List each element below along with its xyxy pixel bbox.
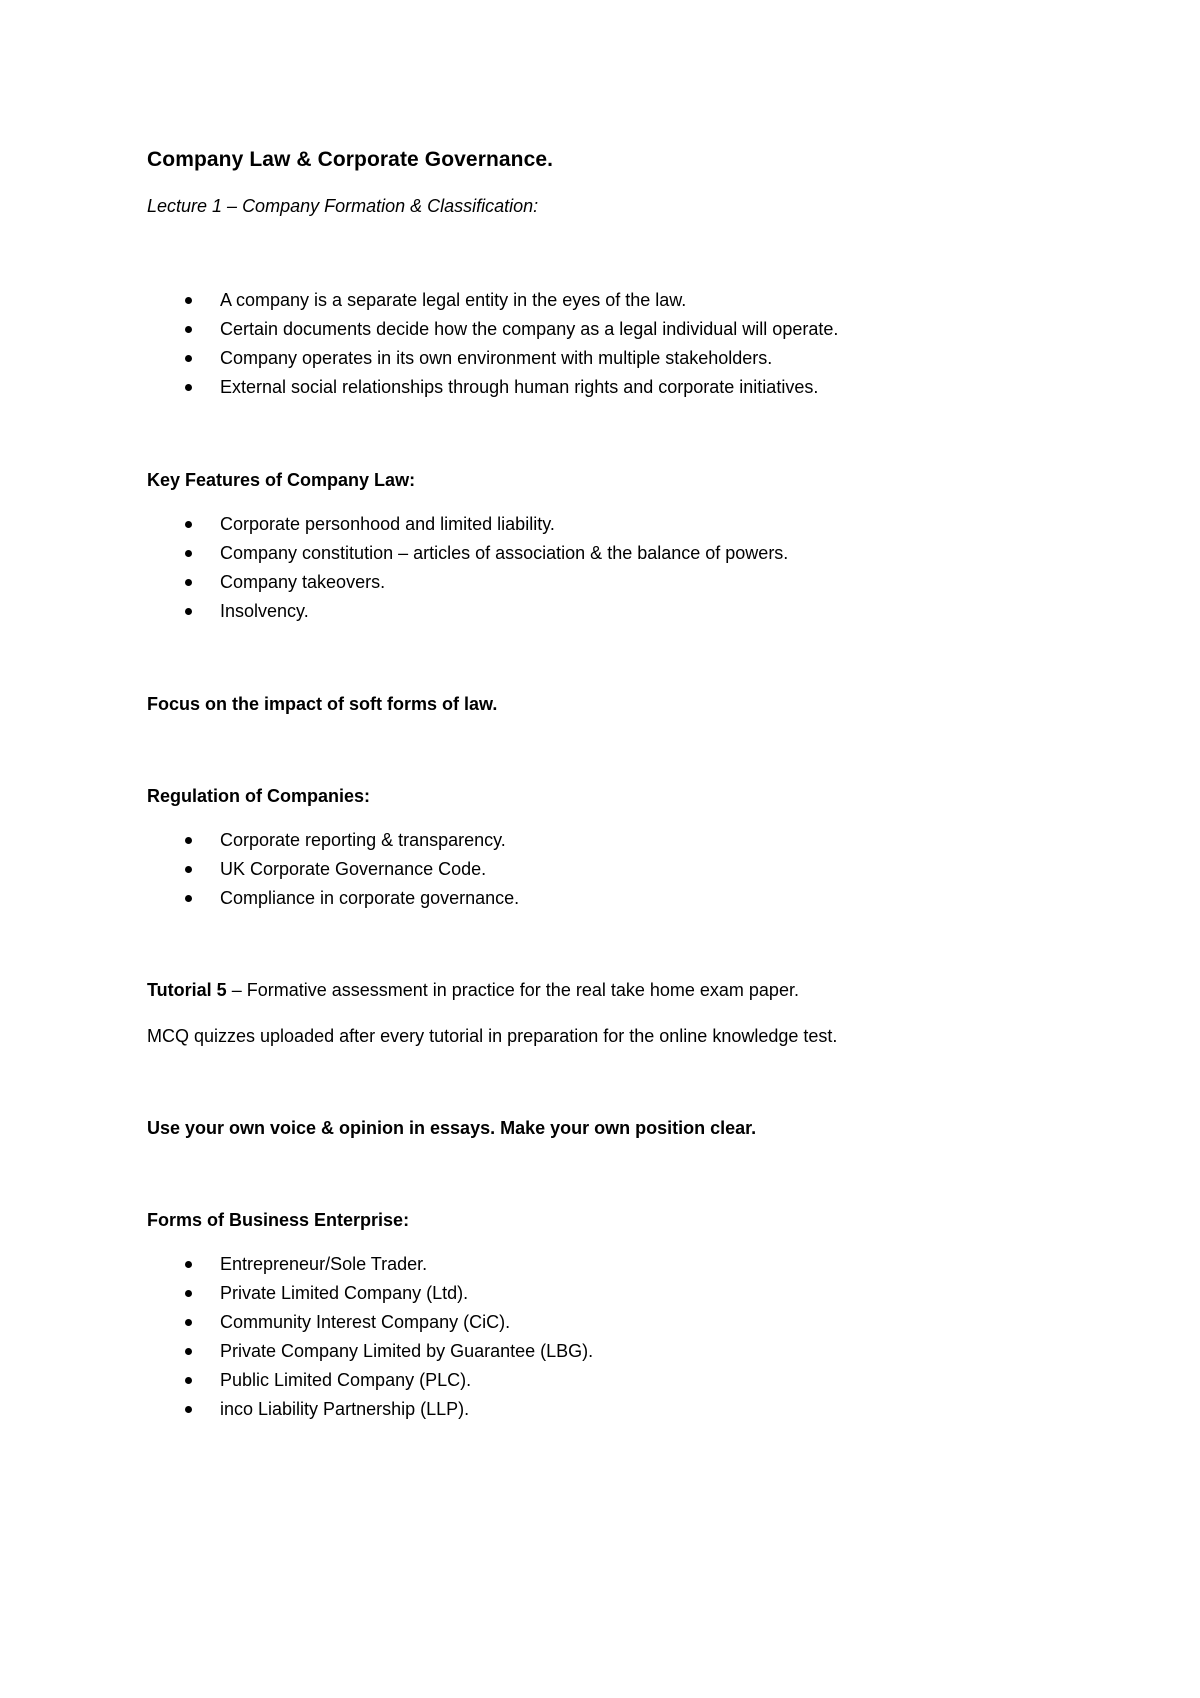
bullet-icon	[185, 1348, 192, 1355]
list-item: Company constitution – articles of association & the balance of powers.	[0, 539, 1100, 568]
bullet-icon	[185, 1377, 192, 1384]
business-forms-heading: Forms of Business Enterprise:	[147, 1210, 410, 1230]
lecture-subtitle: Lecture 1 – Company Formation & Classification:	[147, 196, 539, 216]
intro-bullet-list	[0, 286, 1100, 402]
list-item: UK Corporate Governance Code.	[0, 855, 1100, 884]
bullet-icon	[185, 579, 192, 586]
list-item: Certain documents decide how the company as a legal individual will operate.	[0, 315, 1100, 344]
tutorial-label: Tutorial 5	[147, 980, 227, 1000]
list-item: Company operates in its own environment with multiple stakeholders.	[0, 344, 1100, 373]
document-title: Company Law & Corporate Governance.	[147, 148, 554, 171]
regulation-list	[0, 826, 1100, 913]
bullet-icon	[185, 384, 192, 391]
bullet-icon	[185, 608, 192, 615]
focus-note: Focus on the impact of soft forms of law.	[147, 694, 498, 714]
key-features-list	[0, 510, 1100, 626]
list-item: Insolvency.	[0, 597, 1100, 626]
bullet-icon	[185, 1319, 192, 1326]
bullet-icon	[185, 866, 192, 873]
bullet-icon	[185, 521, 192, 528]
bullet-icon	[185, 1290, 192, 1297]
bullet-icon	[185, 355, 192, 362]
list-item: Corporate reporting & transparency.	[0, 826, 1100, 855]
list-item: A company is a separate legal entity in the eyes of the law.	[0, 286, 1100, 315]
business-forms-list	[0, 1250, 1100, 1424]
list-item: Entrepreneur/Sole Trader.	[0, 1250, 1100, 1279]
voice-note: Use your own voice & opinion in essays. Make your own position clear.	[147, 1118, 757, 1138]
bullet-icon	[185, 1261, 192, 1268]
list-item: inco Liability Partnership (LLP).	[0, 1395, 1100, 1424]
regulation-heading: Regulation of Companies:	[147, 786, 371, 806]
list-item: Community Interest Company (CiC).	[0, 1308, 1100, 1337]
list-item: External social relationships through human rights and corporate initiatives.	[0, 373, 1100, 402]
key-features-heading: Key Features of Company Law:	[147, 470, 416, 490]
list-item: Corporate personhood and limited liability.	[0, 510, 1100, 539]
bullet-icon	[185, 895, 192, 902]
bullet-icon	[185, 297, 192, 304]
list-item: Compliance in corporate governance.	[0, 884, 1100, 913]
mcq-note: MCQ quizzes uploaded after every tutorial in preparation for the online knowledge test.	[147, 1026, 838, 1046]
tutorial-note	[147, 980, 799, 1001]
bullet-icon	[185, 837, 192, 844]
list-item: Public Limited Company (PLC).	[0, 1366, 1100, 1395]
list-item: Private Company Limited by Guarantee (LBG).	[0, 1337, 1100, 1366]
bullet-icon	[185, 1406, 192, 1413]
bullet-icon	[185, 326, 192, 333]
tutorial-text: – Formative assessment in practice for the real take home exam paper.	[226, 980, 799, 1000]
list-item: Company takeovers.	[0, 568, 1100, 597]
bullet-icon	[185, 550, 192, 557]
list-item: Private Limited Company (Ltd).	[0, 1279, 1100, 1308]
